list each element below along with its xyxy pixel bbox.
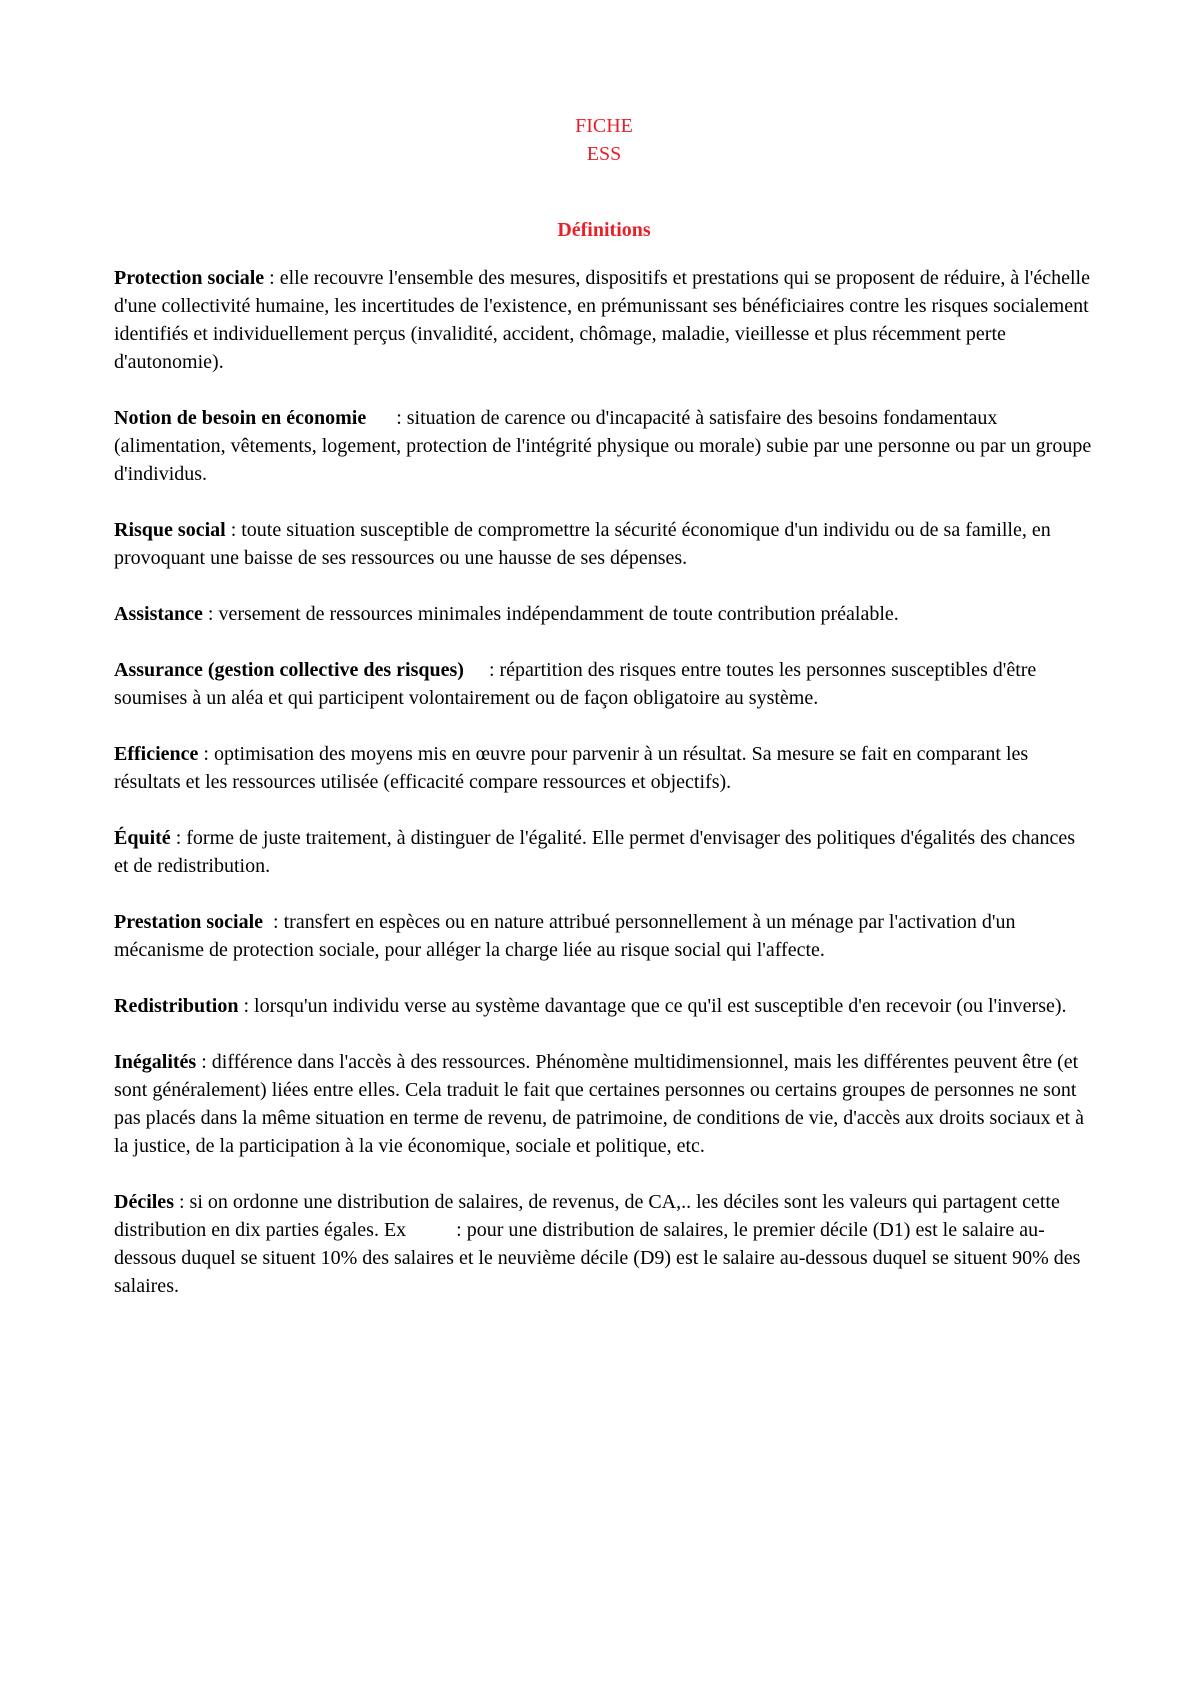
definition-text: : optimisation des moyens mis en œuvre pour parvenir à un résultat. Sa mesure se fait en comparant les résultats et les ressources utilisée (efficacité compare ressources et objectifs). <box>114 743 1034 793</box>
definition-text: : elle recouvre l'ensemble des mesures, dispositifs et prestations qui se proposent de réduire, à l'échelle d'une collectivité humaine, les incertitudes de l'existence, en prémunissant ses bénéficiaires contre les risques socialement identifiés et individuellement perçus (invalidité, accident, chômage, maladie, vieillesse et plus récemment perte d'autonomie). <box>114 267 1095 373</box>
definition-term: Déciles <box>114 1191 174 1213</box>
title-line-1: FICHE <box>575 115 633 137</box>
definition-term: Notion de besoin en économie <box>114 407 367 429</box>
definition-text: : forme de juste traitement, à distinguer de l'égalité. Elle permet d'envisager des politiques d'égalités des chances et de redistribution. <box>114 827 1081 877</box>
definition-risque-social <box>114 516 1094 572</box>
definition-term: Assistance <box>114 603 203 625</box>
definition-text: : lorsqu'un individu verse au système davantage que ce qu'il est susceptible d'en recevoir (ou l'inverse). <box>238 995 1067 1017</box>
definitions-list <box>114 264 1097 1300</box>
definition-term: Protection sociale <box>114 267 265 289</box>
definition-text: : toute situation susceptible de compromettre la sécurité économique d'un individu ou de sa famille, en provoquant une baisse de ses ressources ou une hausse de ses dépenses. <box>114 519 1056 569</box>
document-page <box>114 112 1097 1328</box>
definition-inegalites <box>114 1048 1094 1160</box>
definition-assistance <box>114 600 1094 628</box>
definition-text: : si on ordonne une distribution de salaires, de revenus, de CA,.. les déciles sont les valeurs qui partagent cette distribution en dix parties égales. Ex : pour une distribution de salaires, le premier décile (D1) est le salaire au-dessous duquel se situent 10% des salaires et le neuvième décile (D9) est le salaire au-dessous duquel se situent 90% des salaires. <box>114 1191 1086 1297</box>
definition-term: Risque social <box>114 519 226 541</box>
definition-text: : situation de carence ou d'incapacité à satisfaire des besoins fondamentaux (alimentation, vêtements, logement, protection de l'intégrité physique ou morale) subie par une personne ou par un groupe d'individus. <box>114 407 1097 485</box>
definition-assurance <box>114 656 1094 712</box>
definition-text: : versement de ressources minimales indépendamment de toute contribution préalable. <box>202 603 899 625</box>
section-title-definitions: Définitions <box>557 219 651 241</box>
definition-protection-sociale <box>114 264 1094 376</box>
definition-term: Redistribution <box>114 995 239 1017</box>
definition-text: : transfert en espèces ou en nature attribué personnellement à un ménage par l'activation d'un mécanisme de protection sociale, pour alléger la charge liée au risque social qui l'affecte. <box>114 911 1021 961</box>
definition-term: Efficience <box>114 743 199 765</box>
definition-text: : répartition des risques entre toutes les personnes susceptibles d'être soumises à un aléa et qui participent volontairement ou de façon obligatoire au système. <box>114 659 1042 709</box>
definition-besoin-economie <box>114 404 1097 488</box>
definition-deciles <box>114 1188 1094 1300</box>
title-line-2: ESS <box>586 143 622 165</box>
definition-term: Inégalités <box>114 1051 197 1073</box>
definition-term: Prestation sociale <box>114 911 264 933</box>
definition-equite <box>114 824 1094 880</box>
definition-efficience <box>114 740 1094 796</box>
definition-term: Assurance (gestion collective des risques) <box>114 659 464 681</box>
definition-term: Équité <box>114 827 171 849</box>
definition-prestation-sociale <box>114 908 1094 964</box>
definition-redistribution <box>114 992 1094 1020</box>
definition-text: : différence dans l'accès à des ressources. Phénomène multidimensionnel, mais les différentes peuvent être (et sont généralement) liées entre elles. Cela traduit le fait que certaines personnes ou certains groupes de personnes ne sont pas placés dans la même situation en terme de revenu, de patrimoine, de conditions de vie, d'accès aux droits sociaux et à la justice, de la participation à la vie économique, sociale et politique, etc. <box>114 1051 1089 1157</box>
document-title <box>114 112 1094 168</box>
